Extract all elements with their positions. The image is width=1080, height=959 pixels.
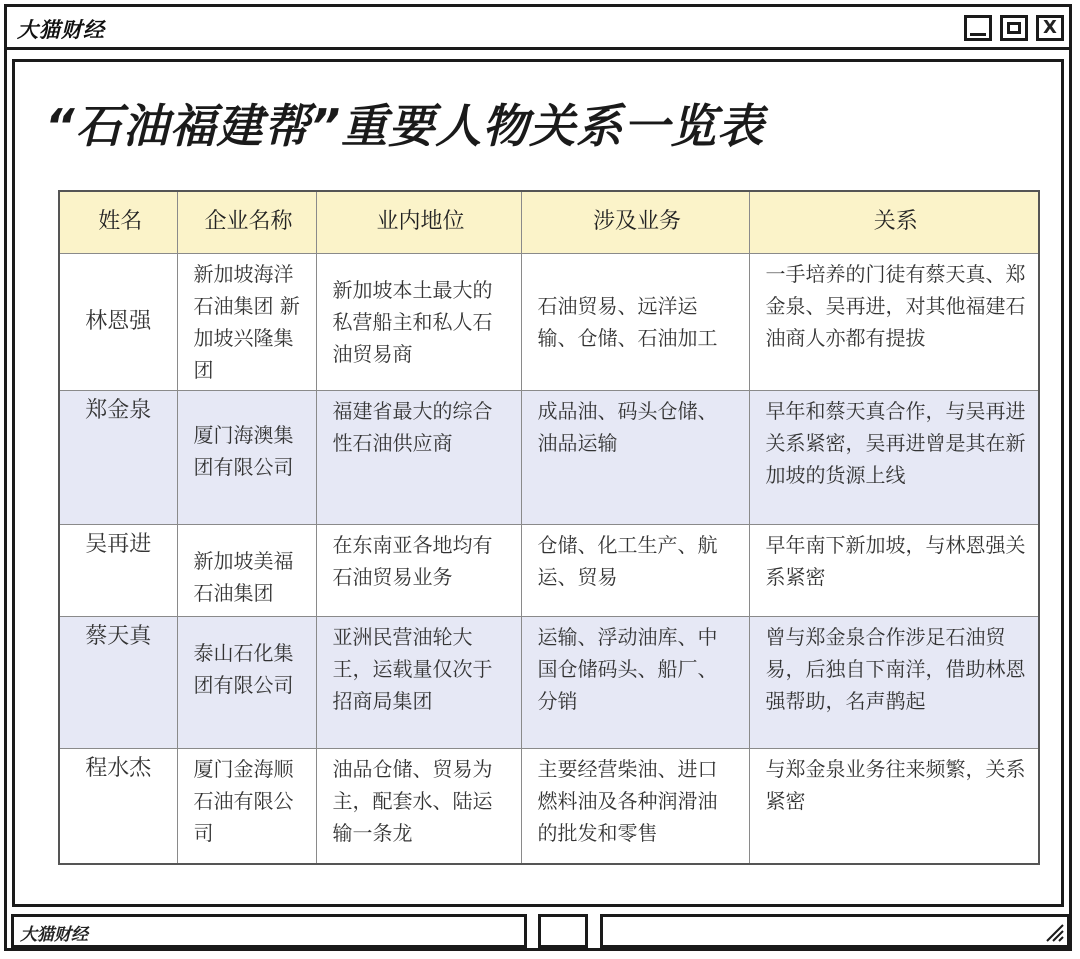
cell-status: 新加坡本土最大的私营船主和私人石油贸易商: [316, 253, 521, 390]
status-field-left: [11, 914, 527, 948]
status-field-right: [600, 914, 1070, 948]
cell-company: 厦门海澳集团有限公司: [177, 390, 316, 524]
table-row: [59, 253, 1039, 390]
table-row: [59, 524, 1039, 616]
content-panel: [12, 59, 1064, 907]
cell-status: 亚洲民营油轮大王，运载量仅次于招商局集团: [316, 616, 521, 748]
cell-relation: 曾与郑金泉合作涉足石油贸易，后独自下南洋，借助林恩强帮助，名声鹊起: [749, 616, 1039, 748]
header-name: 姓名: [59, 191, 177, 253]
cell-status: 在东南亚各地均有石油贸易业务: [316, 524, 521, 616]
header-relation: 关系: [749, 191, 1039, 253]
cell-company: 新加坡美福石油集团: [177, 524, 316, 616]
close-button[interactable]: [1036, 15, 1064, 41]
cell-business: 运输、浮动油库、中国仓储码头、船厂、分销: [521, 616, 749, 748]
cell-relation: 与郑金泉业务往来频繁，关系紧密: [749, 748, 1039, 864]
minimize-icon: [970, 33, 986, 36]
status-bar: [7, 910, 1075, 950]
cell-business: 仓储、化工生产、航运、贸易: [521, 524, 749, 616]
cell-name: 蔡天真: [59, 616, 177, 748]
cell-company: 新加坡海洋石油集团 新加坡兴隆集团: [177, 253, 316, 390]
cell-business: 主要经营柴油、进口燃料油及各种润滑油的批发和零售: [521, 748, 749, 864]
cell-name: 林恩强: [59, 253, 177, 390]
header-company: 企业名称: [177, 191, 316, 253]
status-field-middle: [538, 914, 588, 948]
cell-name: 程水杰: [59, 748, 177, 864]
resize-grip-icon[interactable]: [1043, 921, 1065, 943]
maximize-button[interactable]: [1000, 15, 1028, 41]
cell-business: 石油贸易、远洋运输、仓储、石油加工: [521, 253, 749, 390]
cell-name: 郑金泉: [59, 390, 177, 524]
title-bar: [7, 7, 1069, 50]
relationship-table: [58, 190, 1040, 865]
maximize-icon: [1007, 22, 1021, 34]
cell-relation: 一手培养的门徒有蔡天真、郑金泉、吴再进，对其他福建石油商人亦都有提拔: [749, 253, 1039, 390]
cell-name: 吴再进: [59, 524, 177, 616]
close-icon: X: [1043, 17, 1057, 38]
cell-relation: 早年南下新加坡，与林恩强关系紧密: [749, 524, 1039, 616]
cell-status: 福建省最大的综合性石油供应商: [316, 390, 521, 524]
window-brand: 大猫财经: [17, 18, 105, 42]
table-row: [59, 616, 1039, 748]
minimize-button[interactable]: [964, 15, 992, 41]
table-row: [59, 748, 1039, 864]
footer-brand: 大猫财经: [20, 925, 88, 945]
header-status: 业内地位: [316, 191, 521, 253]
cell-business: 成品油、码头仓储、油品运输: [521, 390, 749, 524]
cell-company: 厦门金海顺石油有限公司: [177, 748, 316, 864]
cell-status: 油品仓储、贸易为主，配套水、陆运输一条龙: [316, 748, 521, 864]
app-window: [4, 4, 1072, 951]
header-business: 涉及业务: [521, 191, 749, 253]
cell-relation: 早年和蔡天真合作，与吴再进关系紧密，吴再进曾是其在新加坡的货源上线: [749, 390, 1039, 524]
page-title: “石油福建帮”重要人物关系一览表: [45, 99, 765, 153]
table-header-row: [59, 191, 1039, 253]
cell-company: 泰山石化集团有限公司: [177, 616, 316, 748]
table-row: [59, 390, 1039, 524]
